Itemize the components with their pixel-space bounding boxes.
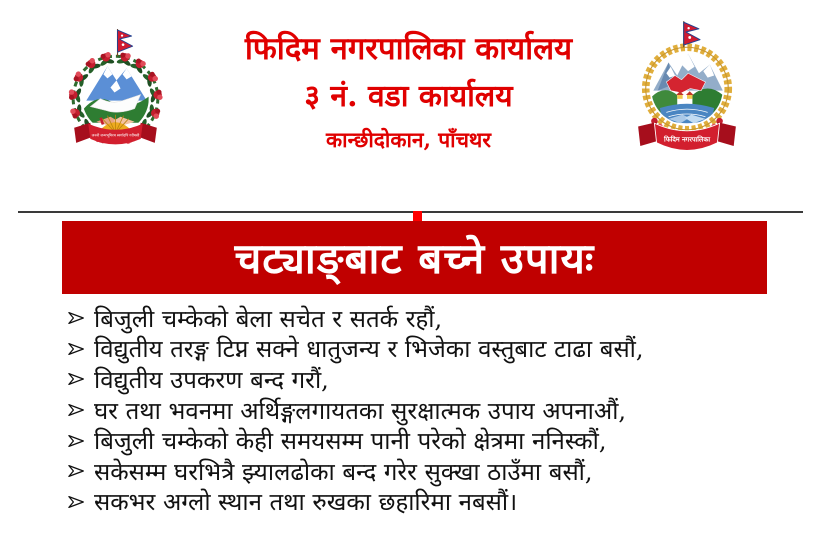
tip-item	[68, 456, 644, 487]
tip-text: सकभर अग्लो स्थान तथा रुखका छहारिमा नबसौं।	[94, 488, 518, 517]
title-banner	[62, 221, 767, 294]
nepal-government-emblem	[60, 26, 171, 155]
tip-item	[68, 487, 644, 518]
tip-item	[68, 395, 644, 426]
tip-text: बिजुली चम्केको बेला सचेत र सतर्क रहौं,	[94, 304, 443, 333]
emblem-scene	[651, 53, 723, 125]
national-motto: जननी जन्मभूमिश्च स्वर्गादपि गरीयसी	[91, 133, 140, 138]
river	[660, 104, 714, 124]
arrow-bullet-icon	[68, 403, 86, 417]
divider-line	[18, 211, 803, 213]
notice-title: चट्याङ्बाट बच्ने उपायः	[234, 234, 595, 283]
arrow-bullet-icon	[68, 342, 86, 356]
tip-item	[68, 334, 644, 365]
tip-item	[68, 303, 644, 334]
office-name: फिदिम नगरपालिका कार्यालय	[244, 31, 573, 67]
tip-item	[68, 425, 644, 456]
nepal-flag-icon	[684, 21, 700, 47]
arrow-bullet-icon	[68, 464, 86, 478]
phidim-municipality-emblem	[627, 19, 747, 158]
tip-text: घर तथा भवनमा अर्थिङ्गलगायतका सुरक्षात्मक उपाय अपनाऔं,	[94, 396, 627, 425]
ward-office-name: ३ नं. वडा कार्यालय	[304, 79, 513, 114]
arrow-bullet-icon	[68, 495, 86, 509]
tip-item	[68, 364, 644, 395]
municipality-name: फिदिम नगरपालिका	[663, 135, 711, 144]
tip-text: विद्युतीय उपकरण बन्द गरौं,	[94, 365, 329, 394]
tips-list	[68, 303, 644, 517]
tip-text: सकेसम्म घरभित्रै झ्यालढोका बन्द गरेर सुक्खा ठाउँमा बसौं,	[94, 457, 593, 486]
tip-text: विद्युतीय तरङ्ग टिप्न सक्ने धातुजन्य र भिजेका वस्तुबाट टाढा बसौं,	[94, 335, 644, 364]
nepal-flag-icon	[118, 29, 133, 56]
arrow-bullet-icon	[68, 434, 86, 448]
arrow-bullet-icon	[68, 372, 86, 386]
office-address: कान्छीदोकान, पाँचथर	[326, 127, 491, 152]
arrow-bullet-icon	[68, 311, 86, 325]
letterhead	[185, 27, 632, 158]
tip-text: बिजुली चम्केको केही समयसम्म पानी परेको क्षेत्रमा ननिस्कौं,	[94, 427, 607, 456]
